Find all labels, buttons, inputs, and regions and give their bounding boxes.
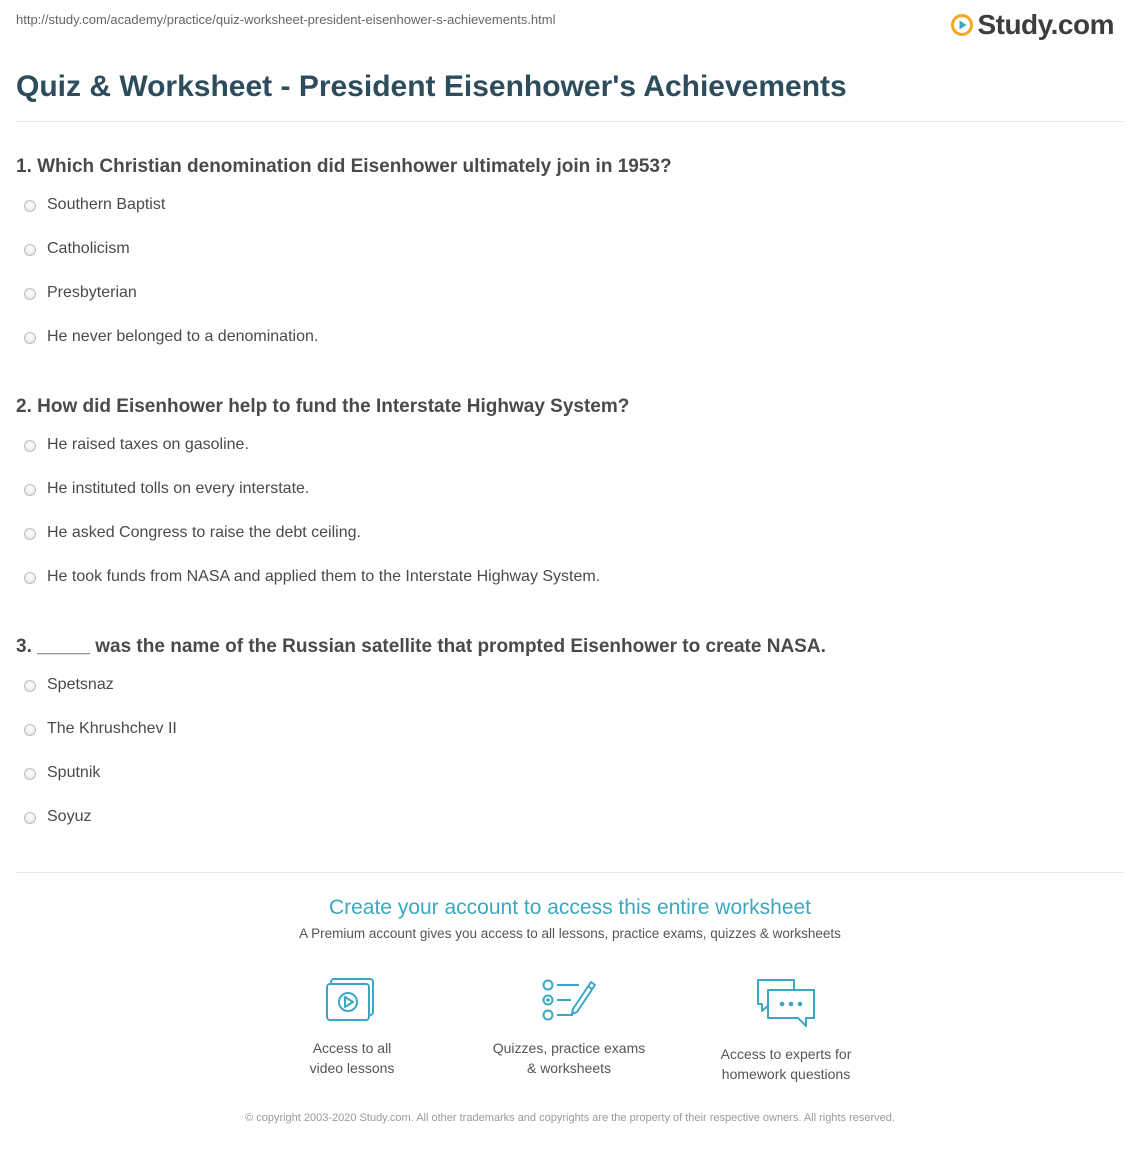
radio-button[interactable] (24, 440, 36, 452)
question-2 (16, 396, 1124, 612)
answer-text: The Khrushchev II (47, 720, 177, 737)
page-title: Quiz & Worksheet - President Eisenhower's Achievements (16, 70, 847, 103)
feature-label (686, 1044, 886, 1084)
feature-label (252, 1038, 452, 1078)
cta-subtitle: A Premium account gives you access to all lessons, practice exams, quizzes & worksheets (299, 926, 841, 941)
feature-quizzes (469, 976, 669, 1078)
answer-text: He raised taxes on gasoline. (47, 436, 249, 453)
answer-option[interactable] (16, 240, 1124, 284)
answer-text: Southern Baptist (47, 196, 166, 213)
feature-video-lessons (252, 976, 452, 1078)
feature-label-line2: homework questions (721, 1066, 851, 1082)
copyright-text: © copyright 2003-2020 Study.com. All other trademarks and copyrights are the property of their respective owners. All rights reserved. (245, 1112, 895, 1124)
video-lessons-icon (325, 976, 379, 1024)
answer-option[interactable] (16, 196, 1124, 240)
content-divider (16, 872, 1124, 873)
feature-experts (686, 976, 886, 1084)
feature-label (469, 1038, 669, 1078)
answer-option[interactable] (16, 284, 1124, 328)
question-text: 2. How did Eisenhower help to fund the Interstate Highway System? (16, 396, 630, 417)
answer-option[interactable] (16, 808, 1124, 852)
answer-text: Spetsnaz (47, 676, 114, 693)
answer-text: Presbyterian (47, 284, 137, 301)
radio-button[interactable] (24, 812, 36, 824)
signup-cta (0, 896, 1140, 941)
title-divider (16, 121, 1124, 122)
top-bar (16, 9, 1124, 42)
logo-text: Study.com (977, 9, 1114, 40)
answer-option[interactable] (16, 328, 1124, 372)
answer-text: Sputnik (47, 764, 101, 781)
quiz-checklist-icon (541, 976, 597, 1024)
question-text: 1. Which Christian denomination did Eisenhower ultimately join in 1953? (16, 156, 672, 177)
radio-button[interactable] (24, 768, 36, 780)
radio-button[interactable] (24, 572, 36, 584)
answer-option[interactable] (16, 720, 1124, 764)
footer (0, 1106, 1140, 1127)
feature-label-line2: & worksheets (526, 1060, 612, 1076)
radio-button[interactable] (24, 484, 36, 496)
chat-bubbles-icon (754, 976, 818, 1030)
answer-list (16, 196, 1124, 372)
answer-text: He instituted tolls on every interstate. (47, 480, 310, 497)
study-logo[interactable] (951, 9, 1114, 41)
question-text: 3. _____ was the name of the Russian satellite that prompted Eisenhower to create NASA. (16, 636, 826, 657)
feature-label-line1: Quizzes, practice exams (492, 1040, 646, 1056)
answer-option[interactable] (16, 436, 1124, 480)
radio-button[interactable] (24, 680, 36, 692)
answer-option[interactable] (16, 568, 1124, 612)
answer-option[interactable] (16, 676, 1124, 720)
answer-option[interactable] (16, 480, 1124, 524)
cta-title-link[interactable]: Create your account to access this entire worksheet (328, 896, 812, 919)
radio-button[interactable] (24, 288, 36, 300)
answer-list (16, 436, 1124, 612)
answer-option[interactable] (16, 764, 1124, 808)
answer-list (16, 676, 1124, 852)
feature-label-line1: Access to experts for (720, 1046, 852, 1062)
page-url: http://study.com/academy/practice/quiz-worksheet-president-eisenhower-s-achievements.html (16, 12, 556, 27)
question-3 (16, 636, 1124, 852)
answer-text: He never belonged to a denomination. (47, 328, 319, 345)
feature-label-line2: video lessons (309, 1060, 395, 1076)
answer-text: Soyuz (47, 808, 92, 825)
play-circle-icon (951, 14, 973, 36)
question-1 (16, 156, 1124, 372)
radio-button[interactable] (24, 200, 36, 212)
radio-button[interactable] (24, 244, 36, 256)
feature-label-line1: Access to all (312, 1040, 392, 1056)
radio-button[interactable] (24, 724, 36, 736)
radio-button[interactable] (24, 332, 36, 344)
answer-text: Catholicism (47, 240, 130, 257)
answer-text: He asked Congress to raise the debt ceiling. (47, 524, 361, 541)
radio-button[interactable] (24, 528, 36, 540)
answer-text: He took funds from NASA and applied them to the Interstate Highway System. (47, 568, 601, 585)
answer-option[interactable] (16, 524, 1124, 568)
